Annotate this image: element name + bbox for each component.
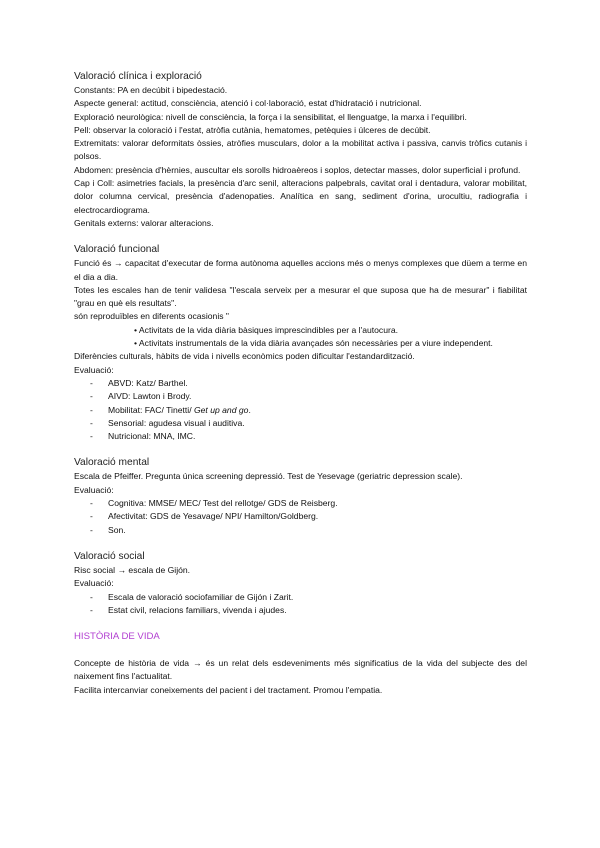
- paragraph: Exploració neurològica: nivell de consciència, la força i la sensibilitat, el llenguatge, la marxa i l'equilibri.: [74, 111, 467, 122]
- paragraph: Funció és → capacitat d'executar de forma autònoma aquelles accions més o menys complexes que düem a terme en el dia a dia.: [74, 258, 527, 282]
- list-item: - Son.: [90, 524, 126, 535]
- paragraph: Constants: PA en decúbit i bipedestació.: [74, 85, 228, 95]
- paragraph: Genitals externs: valorar alteracions.: [74, 217, 214, 228]
- activities-list: [74, 324, 527, 351]
- document-content: [74, 70, 527, 697]
- paragraph: Abdomen: presència d'hèrnies, auscultar els sorolls hidroaèreos i soplos, detectar masses, dolor superficial i profund.: [74, 164, 521, 175]
- paragraph: Facilita intercanviar coneixements del pacient i del tractament. Promou l'empatia.: [74, 684, 383, 695]
- paragraph: Diferències culturals, hàbits de vida i nivells econòmics poden dificultar l'estandardització.: [74, 351, 415, 362]
- paragraph: Risc social → escala de Gijón.: [74, 564, 191, 575]
- list-item: - Mobilitat: FAC/ Tinetti/ Get up and go.: [90, 404, 251, 415]
- paragraph: Aspecte general: actitud, consciència, atenció i col·laboració, estat d'hidratació i nutricional.: [74, 98, 422, 109]
- list-item: - Nutricional: MNA, IMC.: [90, 431, 196, 442]
- list-item: - Escala de valoració sociofamiliar de Gijón i Zarit.: [90, 591, 294, 602]
- list-item: - Sensorial: agudesa visual i auditiva.: [90, 417, 245, 428]
- paragraph: Evaluació:: [74, 364, 114, 375]
- list-item: - ABVD: Katz/ Barthel.: [90, 377, 188, 388]
- paragraph: Extremitats: valorar deformitats òssies, atròfies musculars, dolor a la mobilitat activa i passiva, canvis tròfics cutanis i polsos.: [74, 138, 527, 162]
- list-item: - Estat civil, relacions familiars, vivenda i ajudes.: [90, 604, 287, 615]
- section-heading-clinic: Valoració clínica i exploració: [74, 71, 202, 82]
- section-heading-funcional: Valoració funcional: [74, 244, 160, 256]
- paragraph: són reproduïbles en diferents ocasionis ": [74, 311, 229, 322]
- list-item: - Cognitiva: MMSE/ MEC/ Test del rellotge/ GDS de Reisberg.: [90, 498, 338, 509]
- section-heading-mental: Valoració mental: [74, 457, 150, 469]
- list-item: - AIVD: Lawton i Brody.: [90, 391, 192, 402]
- section-heading-social: Valoració social: [74, 550, 145, 562]
- evaluation-list-funcional: [74, 377, 527, 443]
- paragraph: Totes les escales han de tenir validesa "l'escala serveix per a mesurar el que suposa que ha de mesurar" i fiabilitat "grau en què els resultats".: [74, 284, 527, 309]
- list-item: • Activitats de la vida diària bàsiques imprescindibles per a l'autocura.: [134, 324, 399, 335]
- evaluation-list-social: [74, 591, 527, 618]
- section-heading-historia: HISTÒRIA DE VIDA: [74, 631, 160, 643]
- paragraph: Escala de Pfeiffer. Pregunta única screening depressió. Test de Yesevage (geriatric depression scale).: [74, 471, 463, 482]
- list-item: - Afectivitat: GDS de Yesavage/ NPI/ Hamilton/Goldberg.: [90, 511, 319, 522]
- evaluation-list-mental: [74, 497, 527, 537]
- list-item: • Activitats instrumentals de la vida diària avançades són necessàries per a viure independent.: [134, 338, 493, 349]
- paragraph: Evaluació:: [74, 484, 114, 495]
- paragraph: Concepte de història de vida → és un relat dels esdeveniments més significatius de la vida del subjecte des del naixement fins l'actualitat.: [74, 658, 527, 682]
- paragraph: Cap i Coll: asimetries facials, la presència d'arc senil, alteracions palpebrals, cavitat oral i dentadura, valorar mobilitat, dolor columna cervical, presència d'adenopaties. Analítica en sang, sediment d'orina, urocultiu, radiografia i electrocardiograma.: [74, 178, 527, 215]
- paragraph: Pell: observar la coloració i l'estat, atròfia cutània, hematomes, petèquies i úlceres de decúbit.: [74, 124, 431, 135]
- paragraph: Evaluació:: [74, 578, 114, 589]
